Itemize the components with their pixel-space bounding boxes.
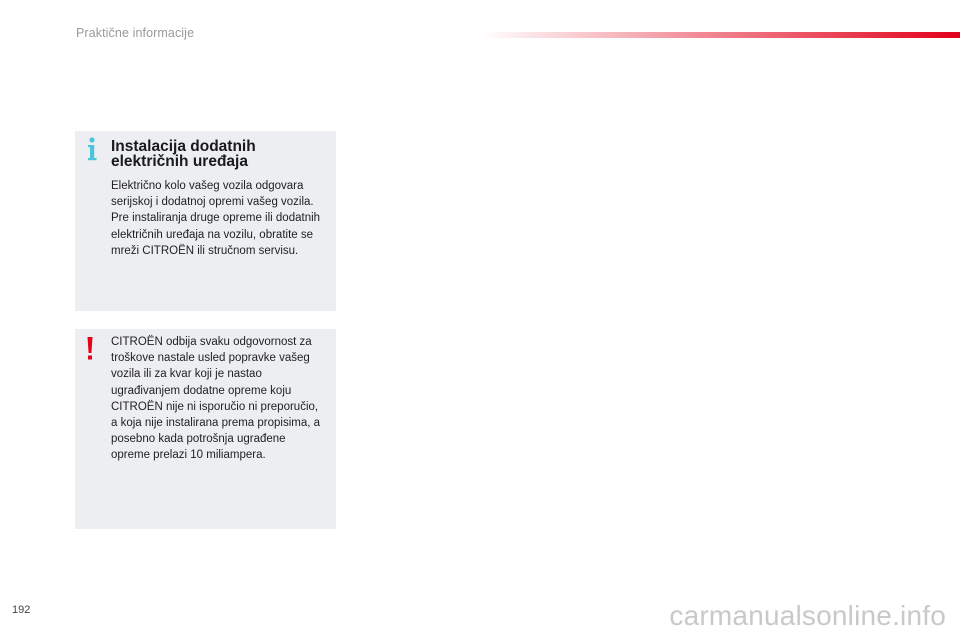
warning-box-body: CITROËN odbija svaku odgovornost za troškove nastale usled popravke vašeg vozila ili za kvar koji je nastao ugrađivanjem dodatne opreme koju CITROËN nije ni isporučio ni preporučio, a koja nije instalirana prema propisima, a posebno kada potrošnja ugrađene opreme prelazi 10 miliampera. <box>111 336 321 462</box>
watermark: carmanualsonline.info <box>669 600 946 631</box>
section-title: Praktične informacije <box>76 26 195 40</box>
info-box-body: Električno kolo vašeg vozila odgovara serijskoj i dodatnoj opremi vašeg vozila. Pre instaliranja druge opreme ili dodatnih električnih uređaja na vozilu, obratite se mreži CITROËN ili stručnom servisu. <box>111 180 321 257</box>
exclamation-icon <box>84 336 96 362</box>
info-box-title: Instalacija dodatnih električnih uređaja <box>111 138 256 170</box>
info-icon <box>86 136 98 162</box>
header-accent-bar <box>480 32 960 38</box>
page-number: 192 <box>12 604 31 616</box>
